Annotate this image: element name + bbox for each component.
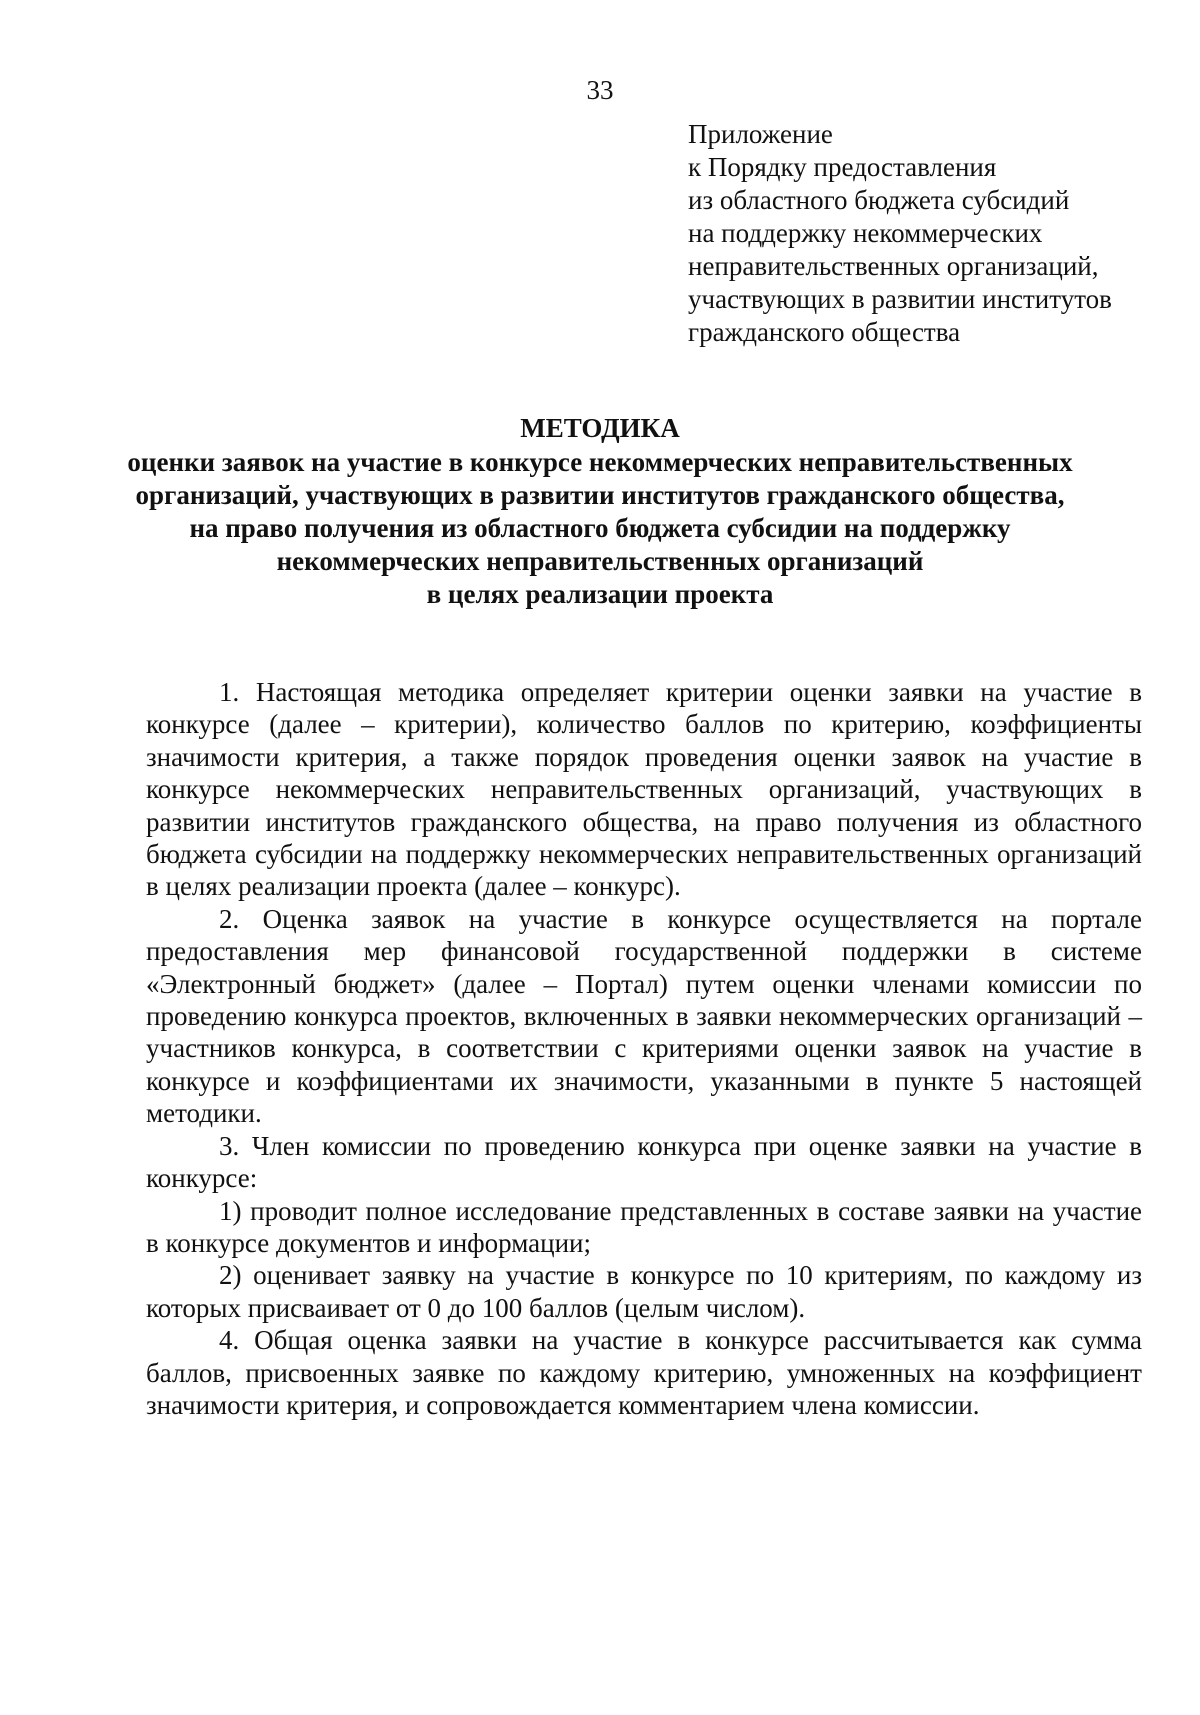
paragraph: 1) проводит полное исследование представленных в составе заявки на участие в конкурсе документов и информации; — [146, 1195, 1142, 1258]
title-line: оценки заявок на участие в конкурсе некоммерческих неправительственных — [127, 447, 1073, 477]
document-body — [146, 676, 1142, 1421]
paragraph: 2. Оценка заявок на участие в конкурсе осуществляется на портале предоставления мер финансовой государственной поддержки в системе «Электронный бюджет» (далее – Портал) путем оценки членами комиссии по проведению конкурса проектов, включенных в заявки некоммерческих организаций – участников конкурса, в соответствии с критериями оценки заявок на участие в конкурсе и коэффициентами их значимости, указанными в пункте 5 настоящей методики. — [146, 903, 1142, 1129]
appendix-line: Приложение — [688, 119, 833, 149]
appendix-line: гражданского общества — [688, 317, 961, 347]
title-main: МЕТОДИКА — [520, 413, 680, 443]
appendix-line: к Порядку предоставления — [688, 152, 997, 182]
paragraph: 3. Член комиссии по проведению конкурса при оценке заявки на участие в конкурсе: — [146, 1130, 1142, 1194]
appendix-line: участвующих в развитии институтов — [688, 284, 1112, 314]
appendix-header — [688, 118, 1158, 349]
paragraph: 2) оценивает заявку на участие в конкурсе по 10 критериям, по каждому из которых присваивает от 0 до 100 баллов (целым числом). — [146, 1260, 1142, 1323]
appendix-line: на поддержку некоммерческих — [688, 218, 1043, 248]
document-title — [120, 412, 1080, 611]
title-line: некоммерческих неправительственных организаций — [276, 546, 924, 576]
paragraph: 4. Общая оценка заявки на участие в конкурсе рассчитывается как сумма баллов, присвоенных заявке по каждому критерию, умноженных на коэффициент значимости критерия, и сопровождается комментарием члена комиссии. — [146, 1325, 1142, 1420]
title-line: на право получения из областного бюджета субсидии на поддержку — [189, 513, 1011, 543]
paragraph: 1. Настоящая методика определяет критерии оценки заявки на участие в конкурсе (далее – критерии), количество баллов по критерию, коэффициенты значимости критерия, а также порядок проведения оценки заявок на участие в конкурсе некоммерческих неправительственных организаций, участвующих в развитии институтов гражданского общества, на право получения из областного бюджета субсидии на поддержку некоммерческих неправительственных организаций в целях реализации проекта (далее – конкурс). — [146, 677, 1142, 902]
title-line: организаций, участвующих в развитии институтов гражданского общества, — [135, 480, 1065, 510]
title-line: в целях реализации проекта — [426, 579, 774, 609]
page-number: 33 — [586, 75, 614, 105]
appendix-line: неправительственных организаций, — [688, 251, 1099, 281]
appendix-line: из областного бюджета субсидий — [688, 185, 1070, 215]
